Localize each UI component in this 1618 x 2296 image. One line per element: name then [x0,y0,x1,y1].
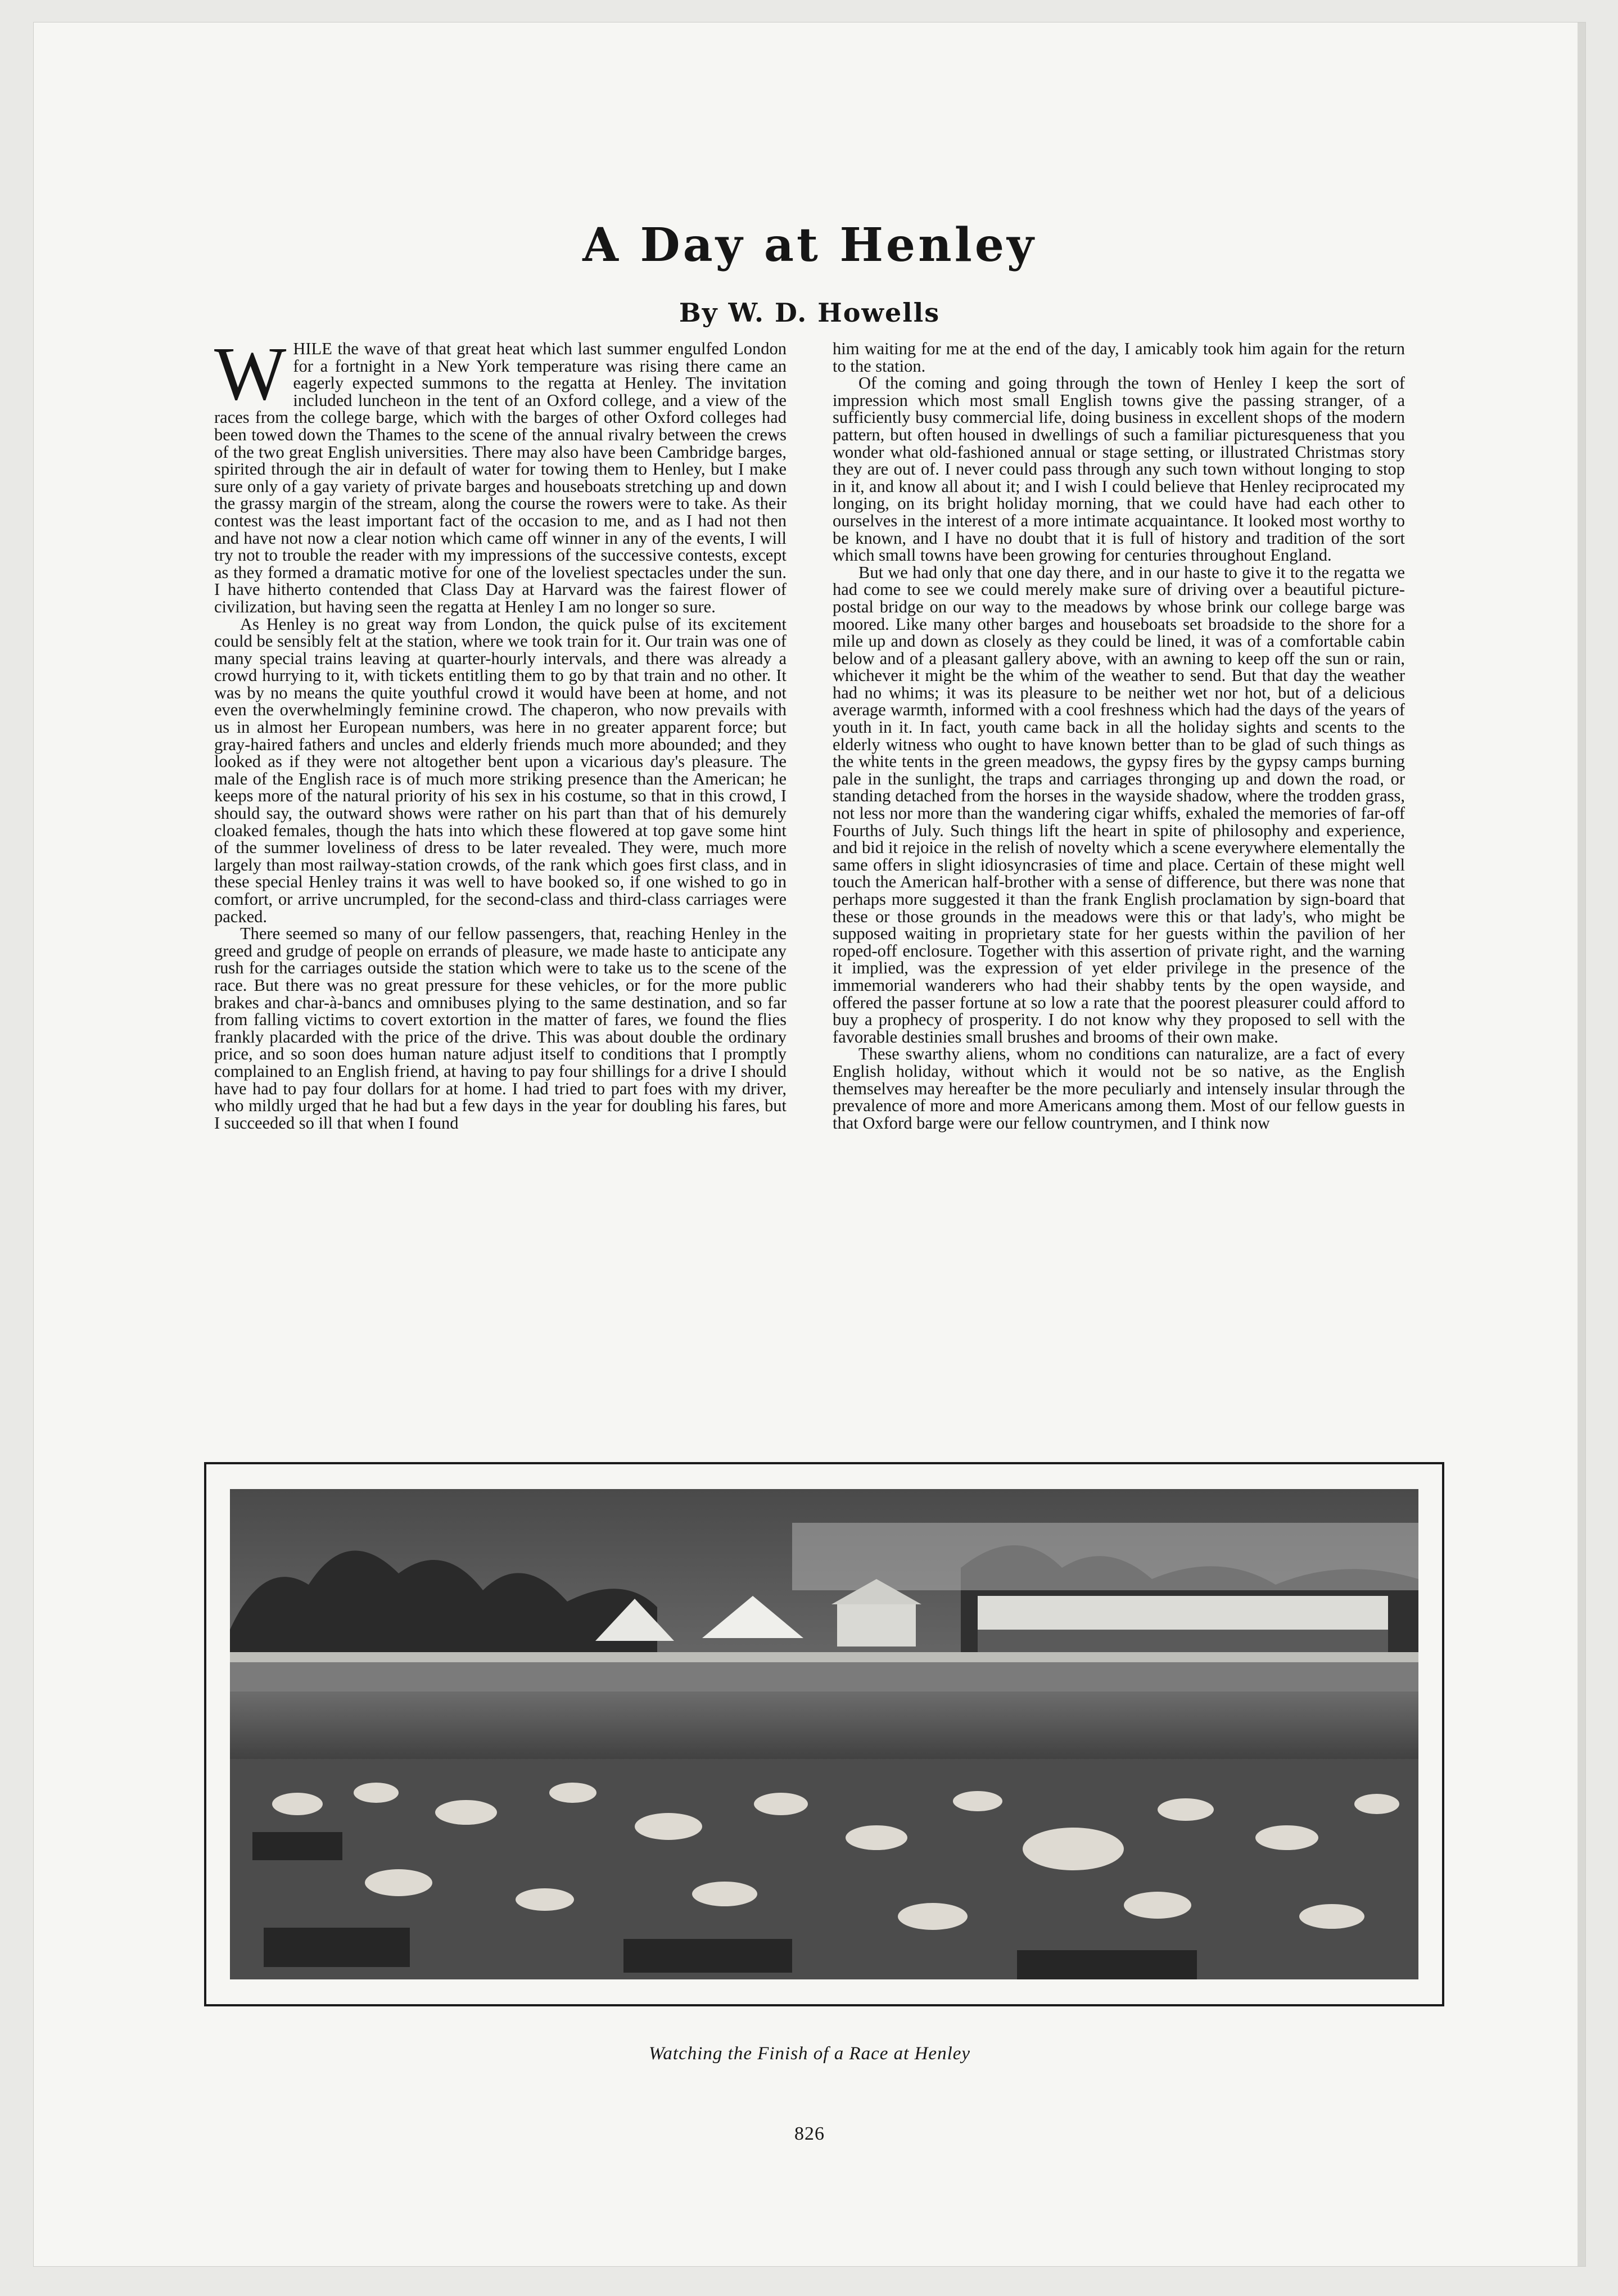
photo-caption: Watching the Finish of a Race at Henley [648,2044,971,2064]
paragraph-text: HILE the wave of that great heat which last summer engulfed London for a fortnight in a New York temperature was rising there came an eagerly expected summons to the regatta at Henley. The invitation included luncheon in the tent of an Oxford college, and a view of the races from the college barge, which with the barges of other Oxford colleges had been towed down the Thames to the scene of the annual rivalry between the crews of the two great English universities. There may also have been Cambridge barges, spirited through the air in default of water for towing them to Henley, but I make sure only of a gay variety of private barges and houseboats stretching up and down the grassy margin of the stream, along the course the rowers were to take. As their contest was the least important fact of the occasion to me, and as I had not then and have not now a clear notion which came off winner in any of the events, I will try not to trouble the reader with my impressions of the successive contests, except as they formed a dramatic motive for one of the loveliest spectacles under the sun. I have hitherto contended that Class Day at Harvard was the fairest flower of civilization, but having seen the regatta at Henley I am no longer so sure. [214,340,787,616]
paragraph: him waiting for me at the end of the day, I amicably took him again for the return to the station. [833,340,1405,376]
article-title: A Day at Henley [582,218,1037,272]
paragraph: These swarthy aliens, whom no conditions can naturalize, are a fact of every English holiday, without which it would not be so native, as the English themselves may hereafter be the more peculiarly and intensely insular through the prevalence of more and more Americans among them. Most of our fellow guests in that Oxford barge were our fellow countrymen, and I think now [833,1044,1405,1133]
paragraph: Of the coming and going through the town of Henley I keep the sort of impression which most small English towns give the passing stranger, of a sufficiently busy commercial life, doing business in excellent shops of the modern pattern, but often housed in dwellings of such a familiar picturesqueness that you wonder what old-fashioned annual or stage setting, or illustrated Christmas story they are out of. I never could pass through any such town without longing to stop in it, and know all about it; and I wish I could believe that Henley reciprocated my longing, on its bright holiday morning, that we could have had each other to ourselves in the interest of a more intimate acquaintance. It looked most worthy to be known, and I have no doubt that it is full of history and tradition of the sort which small towns have been growing for centuries throughout England. [833,373,1405,565]
page-number: 826 [794,2123,825,2144]
photo-frame [204,1462,1444,2006]
text-column-right [833,340,1405,1448]
article-header [34,218,1585,328]
article-byline: By W. D. Howells [679,297,941,328]
text-column-left [214,340,787,1448]
paragraph [214,340,787,616]
page-binding-edge [1578,22,1585,2266]
drop-cap: W [214,340,287,416]
magazine-page [34,22,1585,2266]
paragraph: As Henley is no great way from London, the quick pulse of its excitement could be sensibly felt at the station, where we took train for it. Our train was one of many special trains leaving at quarter-hourly intervals, and there was already a crowd hurrying to it, with tickets entitling them to go by that train and no other. It was by no means the quite youthful crowd it would have been at home, and not even the overwhelmingly feminine crowd. The chaperon, who now prevails with us in almost her European numbers, was here in no greater apparent force; but gray-haired fathers and uncles and elderly friends much more abounded; and they looked as if they were not altogether bent upon a vicarious day's pleasure. The male of the English race is of much more striking presence than the American; he keeps more of the natural priority of his sex in his costume, so that in this crowd, I should say, the outward shows were rather on his part than that of his demurely cloaked females, though the hats into which these flowered at top gave some hint of the summer loveliness of dress to be later revealed. They were, much more largely than most railway-station crowds, of the rank which goes first class, and in these special Henley trains it was well to have booked so, if one wished to go in comfort, or arrive uncrumpled, for the second-class and third-class carriages were packed. [214,614,787,926]
regatta-crowd-photo [230,1489,1418,1979]
paragraph: But we had only that one day there, and in our haste to give it to the regatta we had come to see we could merely make sure of driving over a beautiful picture-postal bridge on our way to the meadows by whose brink our college barge was moored. Like many other barges and houseboats set broadside to the shore for a mile up and down as closely as they could be lined, it was of a comfortable cabin below and of a pleasant gallery above, with an awning to keep off the sun or rain, whichever it might be the whim of the weather to send. But that day the weather had no whims; it was its pleasure to be neither wet nor hot, but of a delicious average warmth, informed with a cool freshness which had the days of the years of youth in it. In fact, youth came back in all the holiday sights and scents to the elderly witness who ought to have known better than to be glad of such things as the white tents in the green meadows, the gypsy fires by the gypsy camps burning pale in the sunlight, the traps and carriages thronging up and down the road, or standing detached from the horses in the wayside shadow, where the trodden grass, not less nor more than the wandering cigar whiffs, exhaled the memories of far-off Fourths of July. Such things lift the heart in spite of philosophy and experience, and bid it rejoice in the relish of novelty which a scene everywhere elementally the same offers in slight idiosyncrasies of time and place. Certain of these might well touch the American half-brother with a sense of difference, but there was none that perhaps more suggested it than the frank English proclamation by sign-board that these or those grounds in the meadows were this or that lady's, who might be supposed waiting in proprietary state for her guests within the pavilion of her roped-off enclosure. Together with this assertion of private right, and the warning it implied, was the expression of yet elder privilege in the presence of the immemorial wanderers who had their shabby tents by the open wayside, and offered the passer fortune at so low a rate that the poorest pleasurer could afford to buy a prophecy of prosperity. I do not know why they proposed to sell with the favorable destinies small brushes and brooms of their own make. [833,562,1405,1046]
paragraph: There seemed so many of our fellow passengers, that, reaching Henley in the greed and grudge of people on errands of pleasure, we made haste to anticipate any rush for the carriages outside the station which were to take us to the scene of the race. But there was no great pressure for these vehicles, or for the more public brakes and char-à-bancs and omnibuses plying to the same destination, and so far from falling victims to covert extortion in the matter of fares, we found the flies frankly placarded with the price of the drive. This was about double the ordinary price, and so soon does human nature adjust itself to conditions that I promptly complained to an English friend, at having to pay four shillings for a drive I should have had to pay four dollars for at home. I had tried to part foes with my driver, who mildly urged that he had but a few days in the year for doubling his fares, but I succeeded so ill that when I found [214,924,787,1133]
